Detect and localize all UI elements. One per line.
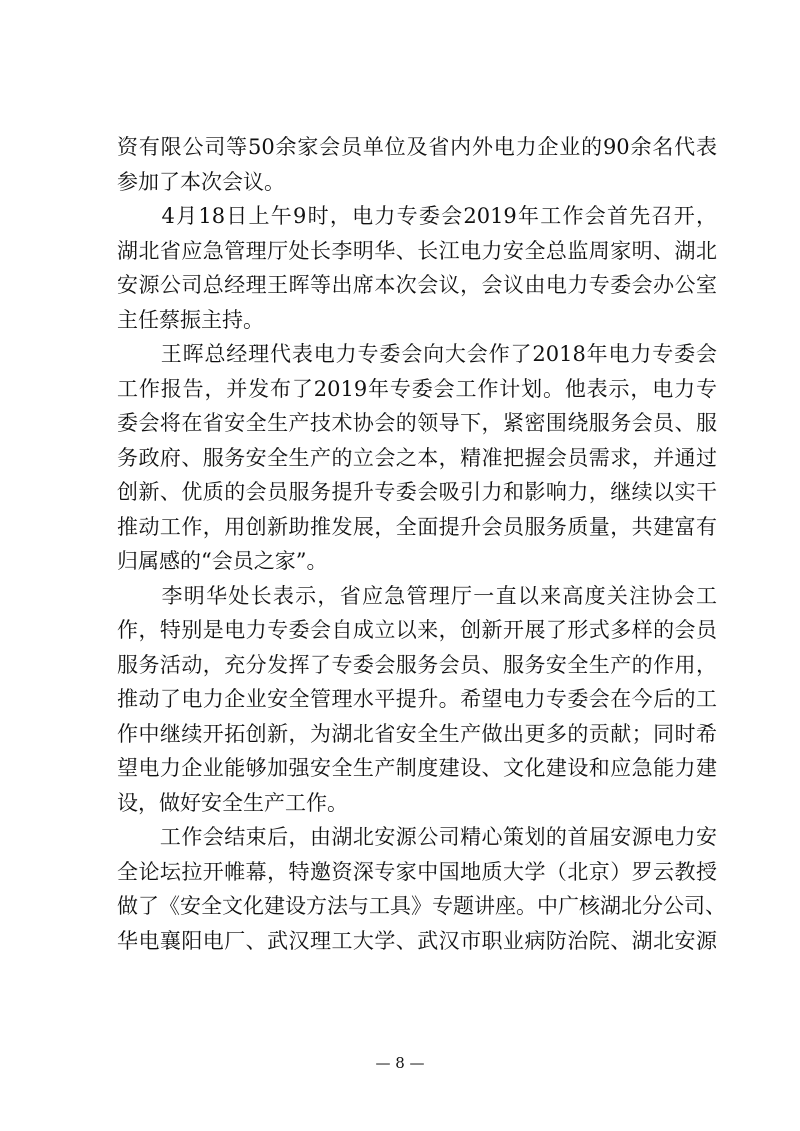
text-line: 推动工作，用创新助推发展，全面提升会员服务质量，共建富有 <box>117 514 717 539</box>
text-line: 工作报告，并发布了2019年专委会工作计划。他表示，电力专 <box>117 376 717 401</box>
text-line: 归属感的“会员之家”。 <box>117 549 328 573</box>
text-line: 主任蔡振主持。 <box>117 307 264 332</box>
text-line: 推动了电力企业安全管理水平提升。希望电力专委会在今后的工 <box>117 687 717 711</box>
text-line: 作中继续开拓创新，为湖北省安全生产做出更多的贡献；同时希 <box>117 721 717 746</box>
text-line: 湖北省应急管理厅处长李明华、长江电力安全总监周家明、湖北 <box>117 238 717 263</box>
text-line: 资有限公司等50余家会员单位及省内外电力企业的90余名代表 <box>117 135 717 159</box>
text-line: 作，特别是电力专委会自成立以来，创新开展了形式多样的会员 <box>117 618 717 642</box>
text-line: 4月18日上午9时，电力专委会2019年工作会首先召开， <box>117 204 717 228</box>
text-line: 王晖总经理代表电力专委会向大会作了2018年电力专委会 <box>117 342 717 366</box>
text-line: 设，做好安全生产工作。 <box>117 790 348 815</box>
text-line: 工作会结束后，由湖北安源公司精心策划的首届安源电力安 <box>117 825 717 849</box>
text-line: 全论坛拉开帷幕，特邀资深专家中国地质大学（北京）罗云教授 <box>117 859 717 884</box>
text-line: 创新、优质的会员服务提升专委会吸引力和影响力，继续以实干 <box>117 480 717 504</box>
body-text <box>117 130 726 958</box>
text-line: 李明华处长表示，省应急管理厅一直以来高度关注协会工 <box>117 583 717 608</box>
text-line: 参加了本次会议。 <box>117 169 285 194</box>
text-line: 华电襄阳电厂、武汉理工大学、武汉市职业病防治院、湖北安源 <box>117 928 717 953</box>
text-line: 务政府、服务安全生产的立会之本，精准把握会员需求，并通过 <box>117 445 717 470</box>
page-number: — 8 — <box>375 1054 425 1072</box>
text-line: 安源公司总经理王晖等出席本次会议，会议由电力专委会办公室 <box>117 273 717 297</box>
text-line: 望电力企业能够加强安全生产制度建设、文化建设和应急能力建 <box>117 756 717 780</box>
text-line: 做了《安全文化建设方法与工具》专题讲座。中广核湖北分公司、 <box>117 894 726 918</box>
text-line: 服务活动，充分发挥了专委会服务会员、服务安全生产的作用， <box>117 652 717 677</box>
text-line: 委会将在省安全生产技术协会的领导下，紧密围绕服务会员、服 <box>117 411 717 435</box>
